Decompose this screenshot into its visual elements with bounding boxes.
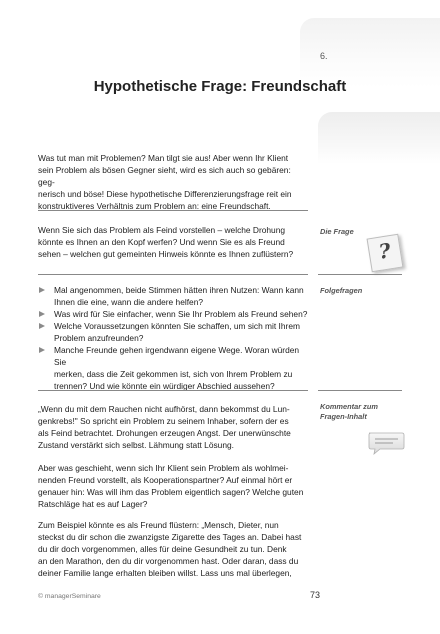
- list-item: [38, 320, 310, 344]
- question-line: sehen – welchen gut gemeinten Hinweis könnte es Ihnen zuflüstern?: [38, 249, 294, 259]
- intro-line: konstruktiveres Verhältnis zum Problem an: eine Freundschaft.: [38, 201, 271, 211]
- question-line: Wenn Sie sich das Problem als Feind vorstellen – welche Drohung: [38, 225, 286, 235]
- speech-bubble-icon: [366, 430, 406, 456]
- intro-line: nerisch und böse! Diese hypothetische Differenzierungsfrage reit ein: [38, 189, 292, 199]
- paragraph-line: genauer hin: Was will ihm das Problem eigentlich sagen? Welche guten: [38, 487, 304, 497]
- paragraph-line: als Feind betrachtet. Drohungen erzeugen Angst. Der unerwünschte: [38, 428, 291, 438]
- paragraph-line: nenden Freund vorstellt, als Kooperationspartner? Auf einmal hört er: [38, 475, 293, 485]
- divider: [38, 274, 308, 275]
- divider: [38, 390, 308, 391]
- question-card-icon: ?: [367, 234, 404, 273]
- page-title: Hypothetische Frage: Freundschaft: [93, 78, 347, 95]
- list-item: [38, 308, 310, 320]
- followup-list: [38, 284, 310, 392]
- divider: [38, 210, 308, 211]
- commentary-label-line: Kommentar zum: [320, 402, 378, 411]
- paragraph-line: genkrebs!" So spricht ein Problem zu seinem Inhaber, sofern der es: [38, 416, 289, 426]
- list-item-line: trennen? Und wie könnte ein würdiger Abschied aussehen?: [54, 381, 275, 391]
- followups-label: Folgefragen: [320, 286, 363, 295]
- side-divider: [318, 274, 402, 275]
- intro-paragraph: [38, 152, 308, 212]
- list-item-line: Was wird für Sie einfacher, wenn Sie Ihr Problem als Freund sehen?: [54, 309, 308, 319]
- intro-line: sein Problem als bösen Gegner sieht, wird es sich auch so gebären: geg-: [38, 165, 291, 187]
- paragraph-line: steckst du dir schon die zwanzigste Zigarette des Tages an. Dabei hast: [38, 532, 302, 542]
- page-number: 73: [310, 590, 321, 600]
- side-divider: [318, 390, 402, 391]
- paragraph-line: Aber was geschieht, wenn sich Ihr Klient sein Problem als wohlmei-: [38, 463, 289, 473]
- question-text: [38, 224, 308, 260]
- list-item-line: Mal angenommen, beide Stimmen hätten ihren Nutzen: Wann kann: [54, 285, 304, 295]
- paragraph-line: du dir doch vorgenommen, alles für deine Gesundheit zu tun. Denk: [38, 544, 287, 554]
- commentary-paragraph: [38, 519, 308, 579]
- question-label: Die Frage: [320, 227, 354, 236]
- intro-line: Was tut man mit Problemen? Man tilgt sie aus! Aber wenn Ihr Klient: [38, 153, 289, 163]
- list-item-line: Welche Voraussetzungen könnten Sie schaffen, um sich mit Ihrem: [54, 321, 300, 331]
- commentary-paragraph: [38, 462, 308, 510]
- paragraph-line: „Wenn du mit dem Rauchen nicht aufhörst, dann bekommst du Lun-: [38, 404, 290, 414]
- paragraph-line: Zustand verstärkt sich selbst. Lähmung statt Lösung.: [38, 440, 234, 450]
- commentary-label: [320, 402, 410, 422]
- paragraph-line: Zum Beispiel könnte es als Freund flüstern: „Mensch, Dieter, nun: [38, 520, 279, 530]
- commentary-label-line: Fragen-Inhalt: [320, 412, 367, 421]
- paragraph-line: an den Marathon, den du dir vorgenommen hast. Oder daran, dass du: [38, 556, 299, 566]
- question-line: könnte es Ihnen an den Kopf werfen? Und wenn Sie es als Freund: [38, 237, 285, 247]
- paragraph-line: deiner Familie lange erhalten bleiben willst. Lass uns mal überlegen,: [38, 568, 292, 578]
- publisher-credit: © managerSeminare: [38, 593, 101, 600]
- list-item-line: Manche Freunde gehen irgendwann eigene Wege. Woran würden Sie: [54, 345, 300, 367]
- list-item-line: Problem anzufreunden?: [54, 333, 144, 343]
- list-item-line: Ihnen die eine, wann die andere helfen?: [54, 297, 204, 307]
- list-item-line: merken, dass die Zeit gekommen ist, sich von Ihrem Problem zu: [54, 369, 293, 379]
- paragraph-line: Ratschläge hat es auf Lager?: [38, 499, 148, 509]
- chapter-number: 6.: [320, 51, 328, 61]
- title-shade: [318, 112, 440, 164]
- commentary-paragraph: [38, 403, 308, 451]
- list-item: [38, 344, 310, 392]
- list-item: [38, 284, 310, 308]
